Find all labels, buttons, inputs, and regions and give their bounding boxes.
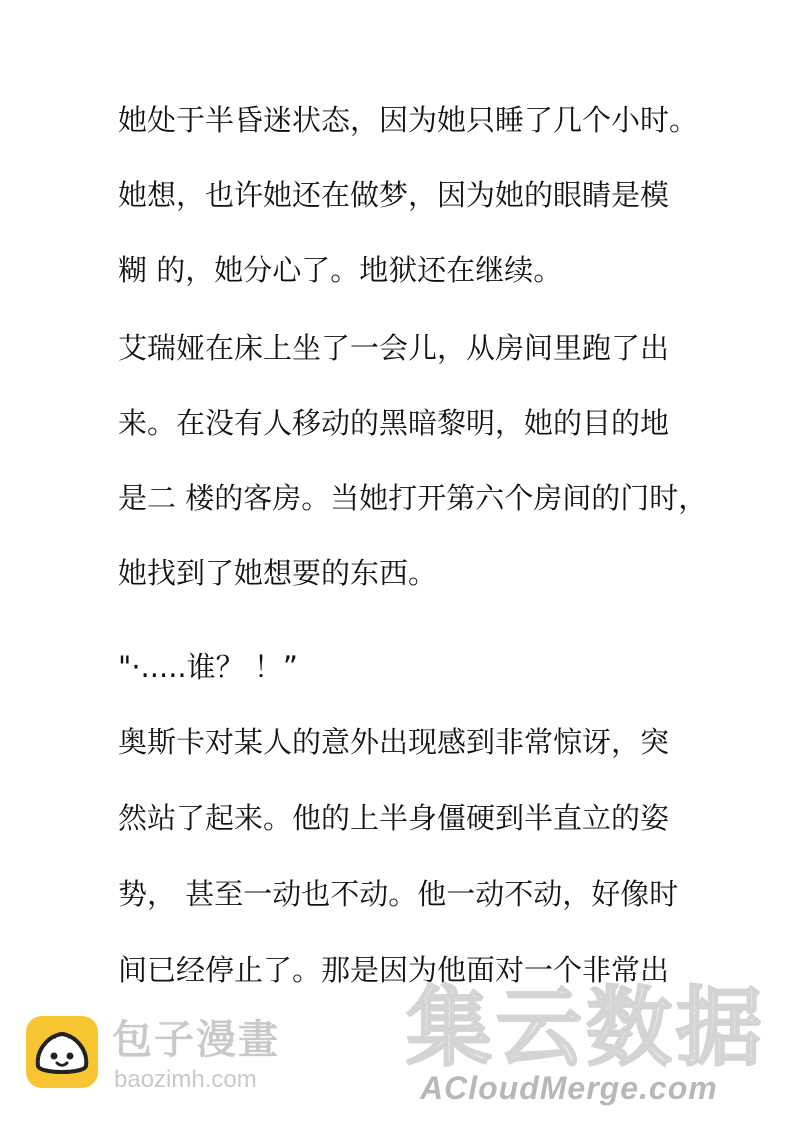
text-line: 艾瑞娅在床上坐了一会儿，从房间里跑了出 <box>118 331 670 365</box>
text-line: 势， 甚至一动也不动。他一动不动，好像时 <box>118 877 679 911</box>
text-line: 她找到了她想要的东西。 <box>118 556 438 590</box>
watermark-chinese-brand: 集云数据 <box>406 978 766 1078</box>
text-line: 她想，也许她还在做梦，因为她的眼睛是模 <box>118 178 670 212</box>
watermark-chinese-name: 包子漫畫 <box>112 1017 280 1063</box>
bun-face-icon <box>26 1016 98 1088</box>
text-line: 糊 的，她分心了。地狱还在继续。 <box>118 253 563 287</box>
acloudmerge-watermark <box>406 978 786 1112</box>
text-line: "·.....谁？ ！” <box>118 650 298 684</box>
text-line: 奥斯卡对某人的意外出现感到非常惊讶，突 <box>118 725 670 759</box>
watermark-url: baozimh.com <box>114 1066 257 1093</box>
text-line: 然站了起来。他的上半身僵硬到半直立的姿 <box>118 801 670 835</box>
text-line: 她处于半昏迷状态，因为她只睡了几个小时。 <box>118 103 699 137</box>
baozimh-watermark <box>26 1016 326 1100</box>
text-line: 来。在没有人移动的黑暗黎明，她的目的地 <box>118 406 670 440</box>
text-line: 间已经停止了。那是因为他面对一个非常出 <box>118 953 670 987</box>
text-line: 是二 楼的客房。当她打开第六个房间的门时， <box>118 481 708 515</box>
watermark-english-brand: ACloudMerge.com <box>420 1070 718 1106</box>
